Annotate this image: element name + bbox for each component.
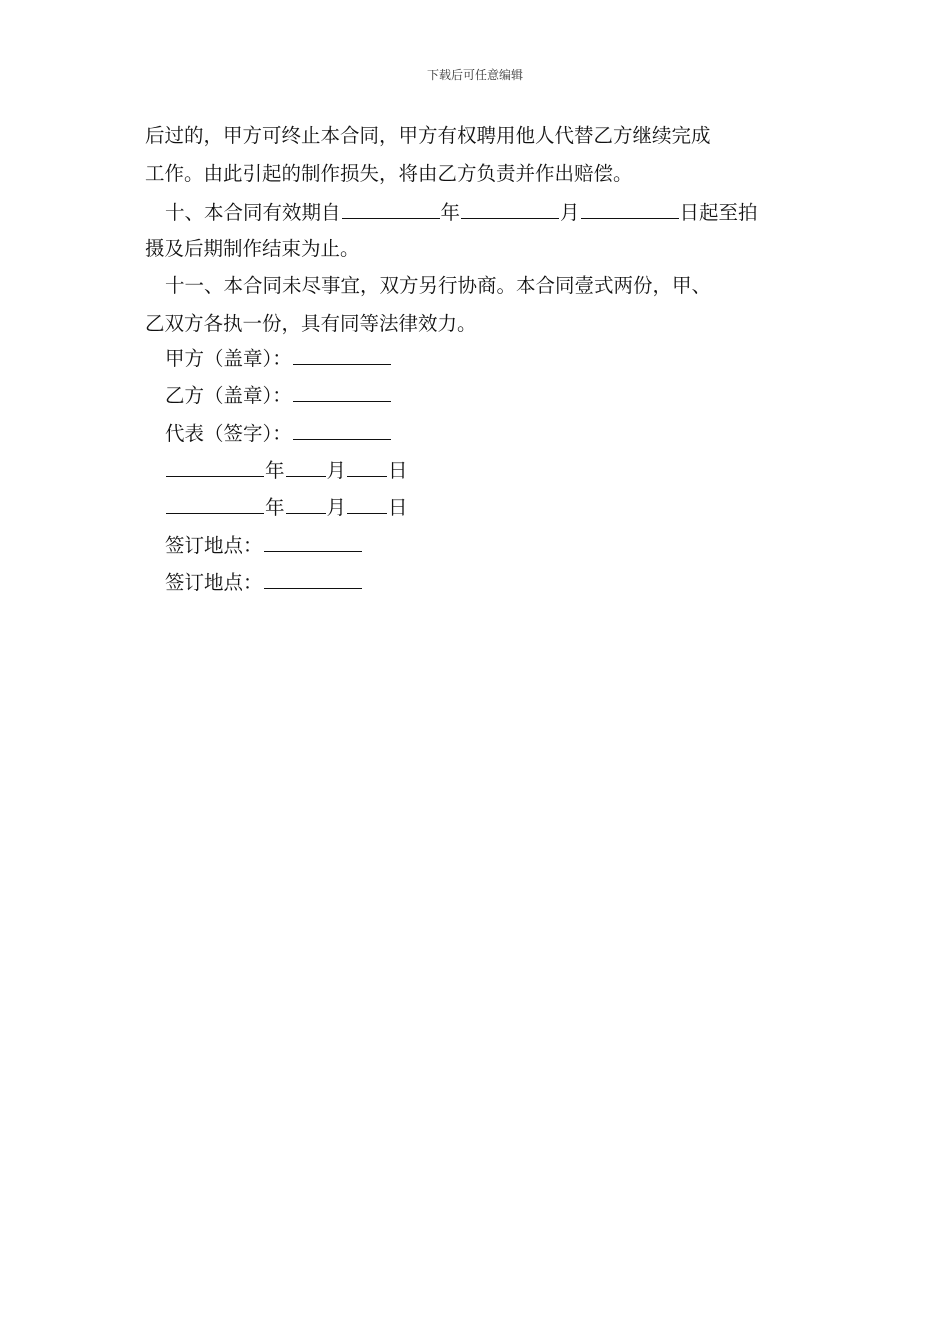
day-blank[interactable] xyxy=(347,457,387,477)
signing-place-blank[interactable] xyxy=(264,532,362,552)
party-b-label: 乙方（盖章）： xyxy=(165,384,292,407)
signing-place-label: 签订地点： xyxy=(165,571,263,594)
page-header: 下载后可任意编辑 xyxy=(426,68,523,82)
paragraph-line: 十一、本合同未尽事宜，双方另行协商。本合同壹式两份，甲、 xyxy=(165,274,712,297)
day-label: 日 xyxy=(388,459,408,482)
day-blank[interactable] xyxy=(347,494,387,514)
month-label: 月 xyxy=(326,459,347,482)
year-blank[interactable] xyxy=(166,457,264,477)
month-blank[interactable] xyxy=(286,494,326,514)
year-blank[interactable] xyxy=(166,494,264,514)
validity-clause xyxy=(165,199,758,225)
month-label: 月 xyxy=(560,201,580,224)
clause-text: 十、本合同有效期自 xyxy=(165,201,341,224)
signing-place-row-1 xyxy=(165,532,363,558)
year-label: 年 xyxy=(265,459,285,482)
representative-sign-blank[interactable] xyxy=(293,420,391,440)
paragraph-line: 工作。由此引起的制作损失，将由乙方负责并作出赔偿。 xyxy=(145,162,633,185)
party-b-seal-blank[interactable] xyxy=(293,382,391,402)
representative-sign-row xyxy=(165,420,392,446)
party-a-seal-row xyxy=(165,345,392,371)
party-a-label: 甲方（盖章）： xyxy=(165,347,292,370)
month-label: 月 xyxy=(326,496,347,519)
signing-place-row-2 xyxy=(165,569,363,595)
year-label: 年 xyxy=(440,201,461,224)
party-a-seal-blank[interactable] xyxy=(293,345,391,365)
month-blank[interactable] xyxy=(286,457,326,477)
start-year-blank[interactable] xyxy=(342,199,440,219)
paragraph-line: 摄及后期制作结束为止。 xyxy=(145,237,360,260)
start-day-blank[interactable] xyxy=(581,199,679,219)
party-b-seal-row xyxy=(165,382,392,408)
clause-text: 日起至拍 xyxy=(679,201,758,224)
signing-place-blank[interactable] xyxy=(264,569,362,589)
day-label: 日 xyxy=(388,496,408,519)
paragraph-line: 乙双方各执一份，具有同等法律效力。 xyxy=(145,312,477,335)
date-row-2 xyxy=(165,494,408,520)
start-month-blank[interactable] xyxy=(461,199,559,219)
year-label: 年 xyxy=(265,496,285,519)
representative-label: 代表（签字）： xyxy=(165,422,292,445)
signing-place-label: 签订地点： xyxy=(165,534,263,557)
date-row-1 xyxy=(165,457,408,483)
paragraph-line: 后过的，甲方可终止本合同，甲方有权聘用他人代替乙方继续完成 xyxy=(145,124,711,147)
